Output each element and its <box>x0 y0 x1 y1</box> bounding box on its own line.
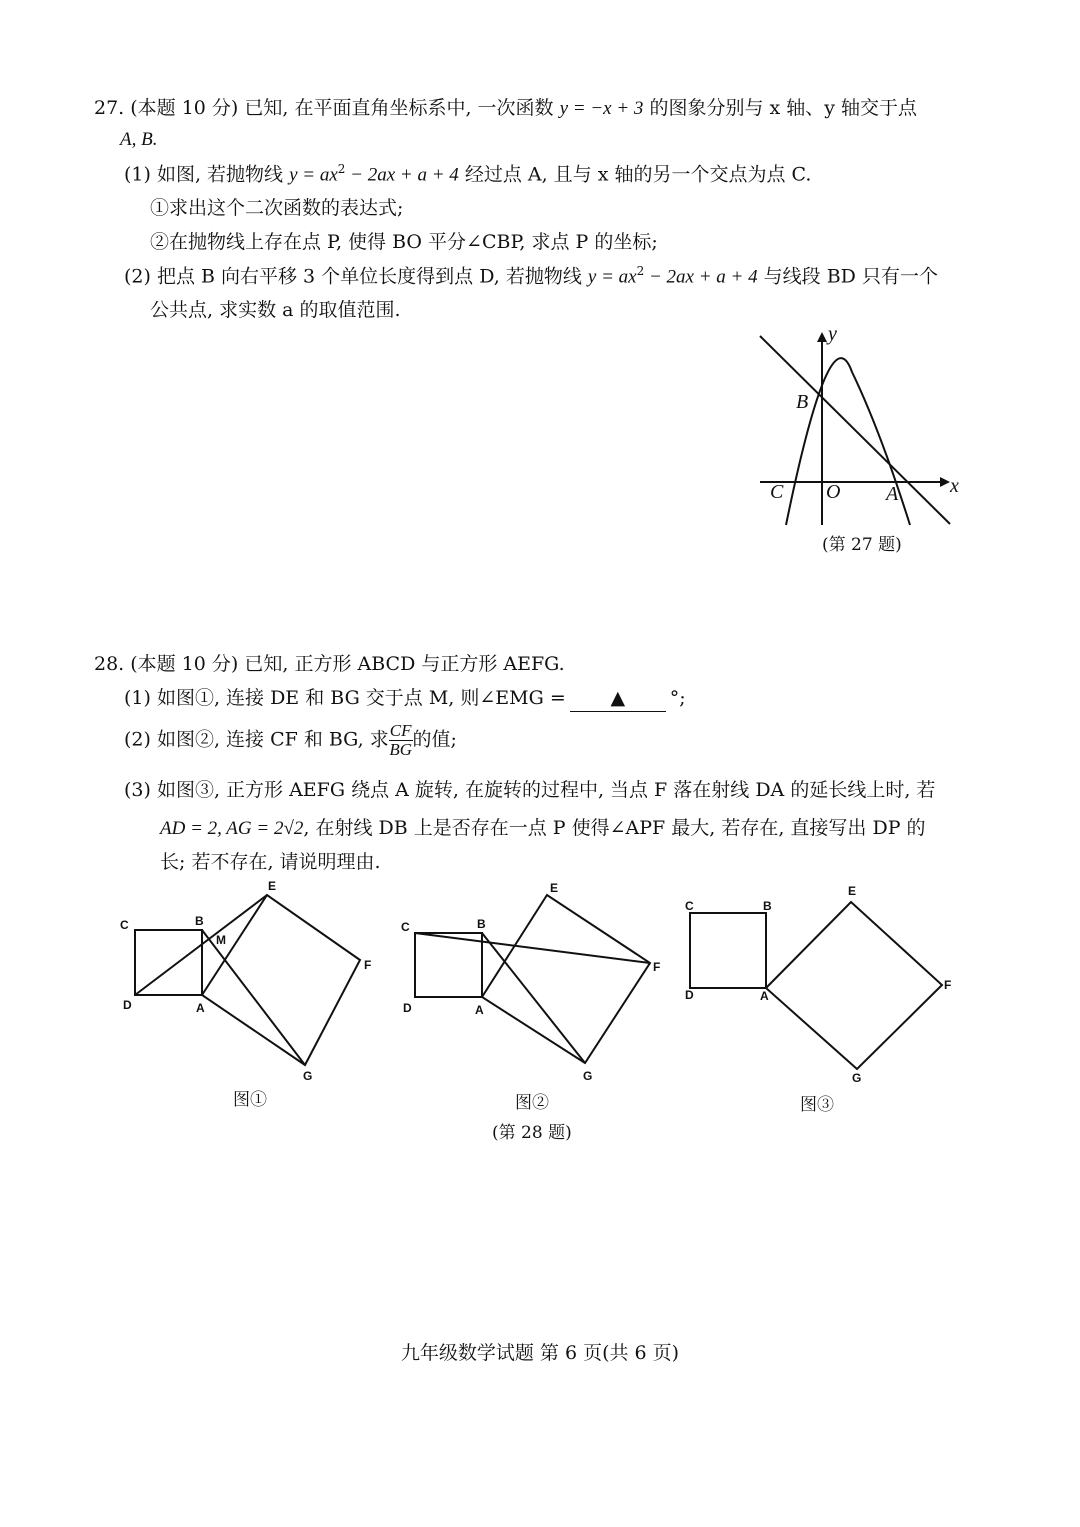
q27-p1-func-a: y = ax <box>289 164 338 186</box>
q27-p2-b: 与线段 BD 只有一个 <box>757 265 938 288</box>
fig1-label-M: M <box>216 933 226 947</box>
fraction-cf-bg <box>389 722 413 759</box>
segment-BG <box>202 930 305 1065</box>
fig3-label-B: B <box>763 899 772 913</box>
square-ABCD <box>415 933 482 997</box>
q28-p3-line3: 长; 若不存在, 请说明理由. <box>160 851 381 873</box>
q28-p3-sqrt: √2 <box>283 818 304 839</box>
fig3-caption: 图③ <box>800 1095 834 1115</box>
fig3-label-E: E <box>848 884 857 898</box>
fig1-label-F: F <box>364 958 372 972</box>
answer-blank: ▲ <box>570 686 666 712</box>
q27-p2-a: (2) 把点 B 向右平移 3 个单位长度得到点 D, 若抛物线 <box>124 265 588 288</box>
fig1-label-E: E <box>268 879 277 893</box>
q27-header-line2: A, B. <box>120 129 158 150</box>
q28-p2-a: (2) 如图②, 连接 CF 和 BG, 求 <box>124 728 389 751</box>
fraction-denominator: BG <box>389 739 412 759</box>
q27-p2-func-a: y = ax <box>587 266 637 288</box>
q27-p1-i: ①求出这个二次函数的表达式; <box>150 197 404 219</box>
label-B: B <box>796 391 809 413</box>
q27-part2 <box>124 264 938 290</box>
square-ABCD <box>135 930 202 995</box>
square-ABCD <box>690 913 766 988</box>
fig1-label-G: G <box>303 1069 313 1083</box>
q27-p2-func-b: − 2ax + a + 4 <box>644 266 758 288</box>
q28-part1 <box>124 686 686 712</box>
fig1-label-B: B <box>195 914 204 928</box>
q27-p1-func-b: − 2ax + a + 4 <box>345 164 459 186</box>
q28-figure-2 <box>395 875 685 1085</box>
square-AEFG <box>766 902 942 1069</box>
fig2-label-A: A <box>475 1003 484 1017</box>
segment-CF <box>415 933 650 963</box>
fig2-label-D: D <box>403 1001 412 1015</box>
q27-p2-line2: 公共点, 求实数 a 的取值范围. <box>150 299 401 321</box>
q28-p3-line2 <box>160 816 926 842</box>
q28-part2 <box>124 722 457 759</box>
x-axis-arrow-icon <box>940 477 950 487</box>
q27-header-func: y = −x + 3 <box>559 98 644 119</box>
q28-caption: (第 28 题) <box>492 1123 572 1143</box>
q28-figure-1 <box>110 875 400 1085</box>
q27-p1-sup: 2 <box>337 162 346 176</box>
q28-p1-a: (1) 如图①, 连接 DE 和 BG 交于点 M, 则∠EMG = <box>124 687 566 709</box>
q27-p2-sup: 2 <box>636 264 645 278</box>
fig3-label-C: C <box>685 899 694 913</box>
q28-p3-line2-a: AD = 2, AG = 2 <box>160 818 284 839</box>
fraction-numerator: CF <box>389 721 412 740</box>
q27-figure <box>740 320 980 535</box>
fig1-label-A: A <box>196 1001 205 1015</box>
fig2-label-C: C <box>401 920 410 934</box>
fig2-label-E: E <box>550 881 559 895</box>
fig3-label-A: A <box>760 989 769 1003</box>
q27-p1-a: (1) 如图, 若抛物线 <box>124 163 290 186</box>
q28-header: 28. (本题 10 分) 已知, 正方形 ABCD 与正方形 AEFG. <box>94 653 565 675</box>
q28-figure-3 <box>680 875 970 1085</box>
y-axis-arrow-icon <box>817 332 827 342</box>
label-x: x <box>950 475 959 497</box>
q28-p3-line1: (3) 如图③, 正方形 AEFG 绕点 A 旋转, 在旋转的过程中, 当点 F 落在射线 DA 的延长线上时, 若 <box>124 779 936 801</box>
q27-header <box>94 96 917 122</box>
fig1-label-C: C <box>120 918 129 932</box>
q27-part1 <box>124 162 811 188</box>
fig3-label-D: D <box>685 988 694 1002</box>
page-footer: 九年级数学试题 第 6 页(共 6 页) <box>400 1342 680 1364</box>
fig2-label-F: F <box>653 960 661 974</box>
square-AEFG <box>202 895 360 1065</box>
q27-header-a: 27. (本题 10 分) 已知, 在平面直角坐标系中, 一次函数 <box>94 97 560 119</box>
label-O: O <box>826 481 841 503</box>
q28-p1-b: °; <box>669 687 686 709</box>
linear-function-line <box>760 336 950 524</box>
fig2-label-G: G <box>583 1069 593 1083</box>
q28-p3-line2-b: , 在射线 DB 上是否存在一点 P 使得∠APF 最大, 若存在, 直接写出 DP 的 <box>303 817 926 839</box>
q28-p2-b: 的值; <box>412 728 457 751</box>
q27-p1-b: 经过点 A, 且与 x 轴的另一个交点为点 C. <box>458 163 812 186</box>
q27-header-b: 的图象分别与 x 轴、y 轴交于点 <box>643 97 918 119</box>
fig1-label-D: D <box>123 998 132 1012</box>
q27-p1-ii: ②在抛物线上存在点 P, 使得 BO 平分∠CBP, 求点 P 的坐标; <box>150 231 658 253</box>
fig3-label-G: G <box>852 1071 862 1085</box>
fig1-caption: 图① <box>233 1090 267 1110</box>
label-A: A <box>886 483 899 505</box>
label-C: C <box>770 481 784 503</box>
label-y: y <box>828 323 837 345</box>
fig2-label-B: B <box>477 917 486 931</box>
q27-caption: (第 27 题) <box>822 535 902 555</box>
fig2-caption: 图② <box>515 1093 549 1113</box>
fig3-label-F: F <box>944 978 952 992</box>
